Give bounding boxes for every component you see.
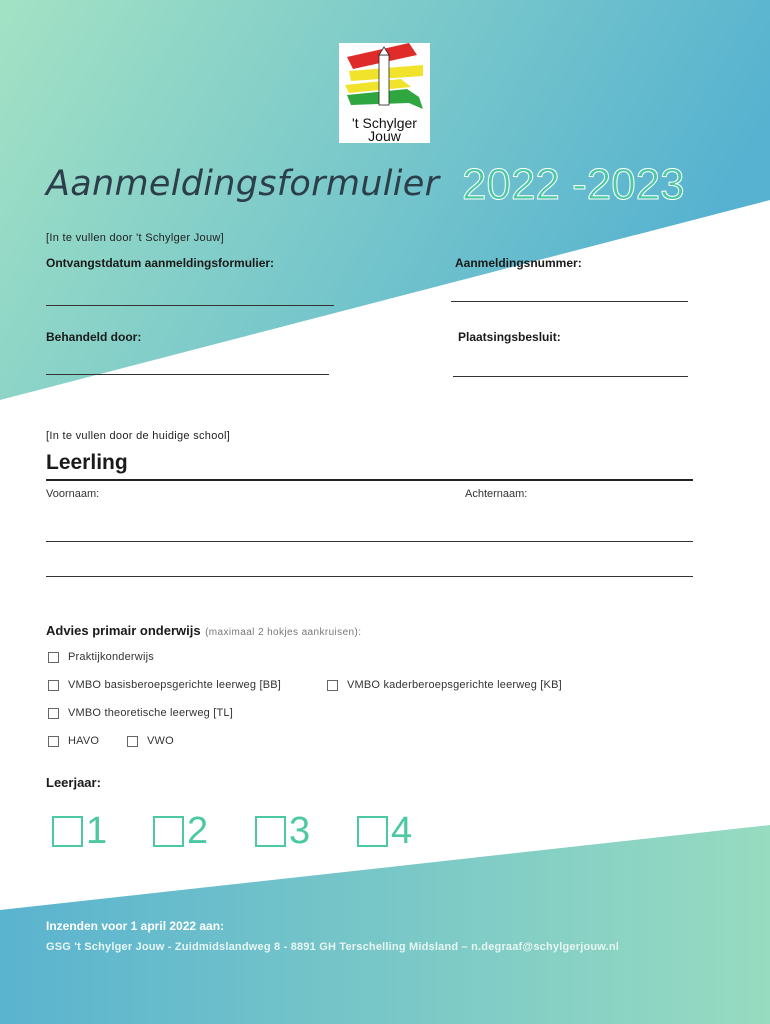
handled-by-field[interactable]: [46, 374, 329, 375]
year-option-4[interactable]: [357, 810, 412, 853]
checkbox[interactable]: [48, 652, 59, 663]
checkbox[interactable]: [153, 816, 184, 847]
year-group-label: Leerjaar:: [46, 775, 101, 790]
checkbox[interactable]: [127, 736, 138, 747]
last-name-label: Achternaam:: [465, 488, 528, 500]
advice-option-label: VWO: [147, 735, 174, 747]
school-logo: [339, 43, 430, 143]
checkbox[interactable]: [48, 680, 59, 691]
year-option-3[interactable]: [255, 810, 310, 853]
logo-text-line2: Jouw: [368, 128, 401, 144]
student-heading: Leerling: [46, 451, 128, 474]
last-name-field[interactable]: [46, 576, 693, 577]
advice-option-vwo[interactable]: [127, 735, 174, 747]
year-option-2[interactable]: [153, 810, 208, 853]
advice-option-kb[interactable]: [327, 679, 562, 691]
admin-note: [In te vullen door 't Schylger Jouw]: [46, 232, 224, 244]
year-option-label: 2: [187, 810, 209, 852]
form-title: Aanmeldingsformulier: [46, 164, 440, 204]
school-address: GSG 't Schylger Jouw - Zuidmidslandweg 8 - 8891 GH Terschelling Midsland – n.degraaf@schylgerjouw.nl: [46, 941, 620, 953]
school-year: 2022 -2023: [462, 160, 685, 209]
checkbox[interactable]: [48, 708, 59, 719]
advice-heading: Advies primair onderwijs: [46, 623, 201, 638]
student-heading-rule: [46, 479, 693, 481]
checkbox[interactable]: [52, 816, 83, 847]
placement-decision-label: Plaatsingsbesluit:: [458, 330, 561, 344]
advice-hint: (maximaal 2 hokjes aankruisen):: [205, 627, 362, 638]
advice-option-label: VMBO basisberoepsgerichte leerweg [BB]: [68, 679, 282, 691]
handled-by-label: Behandeld door:: [46, 330, 142, 344]
registration-number-label: Aanmeldingsnummer:: [455, 256, 582, 270]
advice-option-praktijk[interactable]: [48, 651, 154, 663]
checkbox[interactable]: [255, 816, 286, 847]
placement-decision-field[interactable]: [453, 376, 688, 377]
school-note: [In te vullen door de huidige school]: [46, 430, 231, 442]
advice-option-label: Praktijkonderwijs: [68, 651, 154, 663]
checkbox[interactable]: [327, 680, 338, 691]
submission-deadline: Inzenden voor 1 april 2022 aan:: [46, 919, 225, 933]
first-name-field[interactable]: [46, 541, 693, 542]
advice-option-label: HAVO: [68, 735, 100, 747]
year-option-label: 1: [86, 810, 108, 852]
advice-option-bb[interactable]: [48, 679, 281, 691]
received-date-label: Ontvangstdatum aanmeldingsformulier:: [46, 256, 275, 270]
received-date-field[interactable]: [46, 305, 334, 306]
advice-option-label: VMBO kaderberoepsgerichte leerweg [KB]: [347, 679, 562, 691]
first-name-label: Voornaam:: [46, 488, 100, 500]
checkbox[interactable]: [357, 816, 388, 847]
year-option-label: 3: [289, 810, 311, 852]
advice-option-label: VMBO theoretische leerweg [TL]: [68, 707, 233, 719]
advice-header: [46, 622, 361, 640]
year-option-label: 4: [391, 810, 413, 852]
logo-text-line1: 't Schylger: [352, 115, 417, 131]
year-option-1[interactable]: [52, 810, 107, 853]
advice-option-tl[interactable]: [48, 707, 233, 719]
advice-option-havo[interactable]: [48, 735, 99, 747]
logo-emblem: [339, 43, 430, 113]
checkbox[interactable]: [48, 736, 59, 747]
registration-number-field[interactable]: [451, 301, 688, 302]
